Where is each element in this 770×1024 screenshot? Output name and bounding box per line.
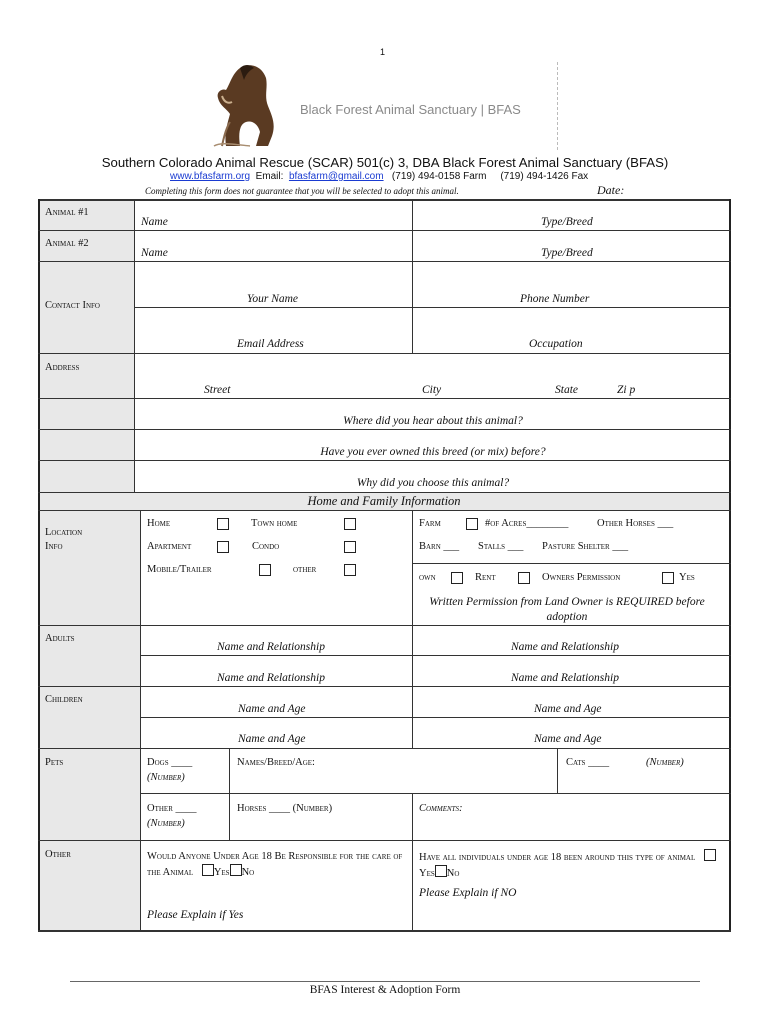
other-number-hint: (Number): [147, 818, 185, 829]
farm-option-label: Farm: [419, 518, 441, 529]
hear-about-field[interactable]: Where did you hear about this animal?: [343, 415, 523, 427]
address-label: Address: [45, 362, 80, 373]
farm-phone: (719) 494-0158 Farm: [391, 171, 487, 182]
q2-no-checkbox[interactable]: [435, 865, 447, 877]
town-home-checkbox[interactable]: [344, 518, 356, 530]
location-label-line1: Location: [45, 527, 83, 538]
fax-number: (719) 494-1426 Fax: [500, 171, 589, 182]
child4-field[interactable]: Name and Age: [534, 733, 602, 745]
q2-explain-field[interactable]: Please Explain if NO: [419, 887, 517, 899]
pets-label: Pets: [45, 757, 64, 768]
under18-experience-question: [419, 849, 724, 881]
logo-text: Black Forest Animal Sanctuary | BFAS: [300, 102, 521, 117]
other-home-option-label: other: [293, 564, 317, 575]
website-link[interactable]: www.bfasfarm.org: [170, 171, 251, 182]
mobile-option-label: Mobile/Trailer: [147, 564, 212, 575]
dogs-field[interactable]: Dogs ____: [147, 757, 193, 768]
adult4-field[interactable]: Name and Relationship: [511, 672, 619, 684]
owners-permission-label: Owners Permission: [542, 572, 621, 583]
street-field[interactable]: Street: [204, 384, 231, 396]
other-horses-field[interactable]: Other Horses ___: [597, 518, 674, 529]
home-checkbox[interactable]: [217, 518, 229, 530]
own-checkbox[interactable]: [451, 572, 463, 584]
stalls-field[interactable]: Stalls ___: [478, 541, 524, 552]
condo-checkbox[interactable]: [344, 541, 356, 553]
barn-field[interactable]: Barn ___: [419, 541, 460, 552]
date-label: Date:: [597, 183, 625, 197]
cats-field[interactable]: Cats ____: [566, 757, 610, 768]
zip-field[interactable]: Zi p: [617, 384, 636, 396]
your-name-field[interactable]: Your Name: [247, 293, 299, 305]
q1-yes-checkbox[interactable]: [202, 864, 214, 876]
rent-option-label: Rent: [475, 572, 496, 583]
location-info-label: [45, 526, 82, 554]
q1-yes-label: Yes: [213, 867, 230, 878]
written-permission-note: Written Permission from Land Owner is REQUIRED before adoption: [429, 596, 705, 623]
home-family-header: Home and Family Information: [307, 494, 461, 508]
animal1-type-field[interactable]: Type/Breed: [541, 216, 593, 228]
q1-no-label: No: [241, 867, 255, 878]
q2-yes-label: Yes: [419, 868, 435, 879]
farm-checkbox[interactable]: [466, 518, 478, 530]
animal1-label: Animal #1: [45, 207, 89, 218]
comments-field[interactable]: Comments:: [419, 803, 463, 814]
mobile-checkbox[interactable]: [259, 564, 271, 576]
q1-no-checkbox[interactable]: [230, 864, 242, 876]
under18-responsible-text: Would Anyone Under Age 18 Be Responsible for the care of the Animal: [147, 851, 403, 878]
animal2-name-field[interactable]: Name: [141, 247, 168, 259]
adult1-field[interactable]: Name and Relationship: [217, 641, 325, 653]
other-home-checkbox[interactable]: [344, 564, 356, 576]
acres-field[interactable]: #of Acres________: [485, 518, 569, 529]
email-label: Email:: [255, 171, 284, 182]
child3-field[interactable]: Name and Age: [238, 733, 306, 745]
adults-label: Adults: [45, 633, 75, 644]
q2-no-label: No: [446, 868, 460, 879]
owners-permission-checkbox[interactable]: [662, 572, 674, 584]
adult3-field[interactable]: Name and Relationship: [217, 672, 325, 684]
animal1-name-field[interactable]: Name: [141, 216, 168, 228]
own-option-label: own: [419, 572, 436, 583]
other-pets-field[interactable]: Other ____: [147, 803, 197, 814]
occupation-field[interactable]: Occupation: [529, 338, 583, 350]
logo-divider: [557, 62, 558, 150]
rent-checkbox[interactable]: [518, 572, 530, 584]
disclaimer: Completing this form does not guarantee that you will be selected to adopt this animal.: [145, 186, 459, 196]
why-choose-field[interactable]: Why did you choose this animal?: [356, 477, 510, 489]
state-field[interactable]: State: [555, 384, 578, 396]
child1-field[interactable]: Name and Age: [238, 703, 306, 715]
dogs-number-hint: (Number): [147, 772, 185, 783]
form-title: Southern Colorado Animal Rescue (SCAR) 501(c) 3, DBA Black Forest Animal Sanctuary (BFAS): [101, 155, 669, 170]
horses-field[interactable]: Horses ____ (Number): [237, 803, 333, 814]
adult2-field[interactable]: Name and Relationship: [511, 641, 619, 653]
under18-experience-text: Have all individuals under age 18 been around this type of animal: [419, 852, 696, 863]
email-field[interactable]: Email Address: [237, 338, 304, 350]
town-home-option-label: Town home: [251, 518, 298, 529]
apartment-option-label: Apartment: [147, 541, 192, 552]
animal2-label: Animal #2: [45, 238, 89, 249]
pasture-shelter-field[interactable]: Pasture Shelter ___: [542, 541, 629, 552]
condo-option-label: Condo: [252, 541, 280, 552]
other-label: Other: [45, 849, 71, 860]
horse-logo-icon: [210, 62, 290, 148]
cats-number-hint: (Number): [646, 757, 684, 768]
q2-yes-checkbox[interactable]: [704, 849, 716, 861]
animal2-type-field[interactable]: Type/Breed: [541, 247, 593, 259]
apartment-checkbox[interactable]: [217, 541, 229, 553]
city-field[interactable]: City: [422, 384, 442, 396]
footer-rule: [70, 981, 700, 982]
home-option-label: Home: [147, 518, 171, 529]
q1-explain-field[interactable]: Please Explain if Yes: [147, 909, 244, 921]
names-breed-age-field[interactable]: Names/Breed/Age:: [237, 757, 315, 768]
child2-field[interactable]: Name and Age: [534, 703, 602, 715]
email-link[interactable]: bfasfarm@gmail.com: [288, 171, 384, 182]
page-number: 1: [380, 47, 386, 57]
under18-responsible-question: [147, 849, 409, 880]
owners-permission-yes-label: Yes: [679, 572, 695, 583]
contact-info-label: Contact Info: [45, 300, 100, 311]
phone-field[interactable]: Phone Number: [520, 293, 590, 305]
location-label-line2: Info: [45, 541, 63, 552]
label-column-bottom: [39, 510, 140, 930]
children-label: Children: [45, 694, 83, 705]
owned-breed-field[interactable]: Have you ever owned this breed (or mix) before?: [320, 446, 546, 458]
contact-line: [170, 171, 588, 182]
footer-title: BFAS Interest & Adoption Form: [309, 984, 461, 996]
